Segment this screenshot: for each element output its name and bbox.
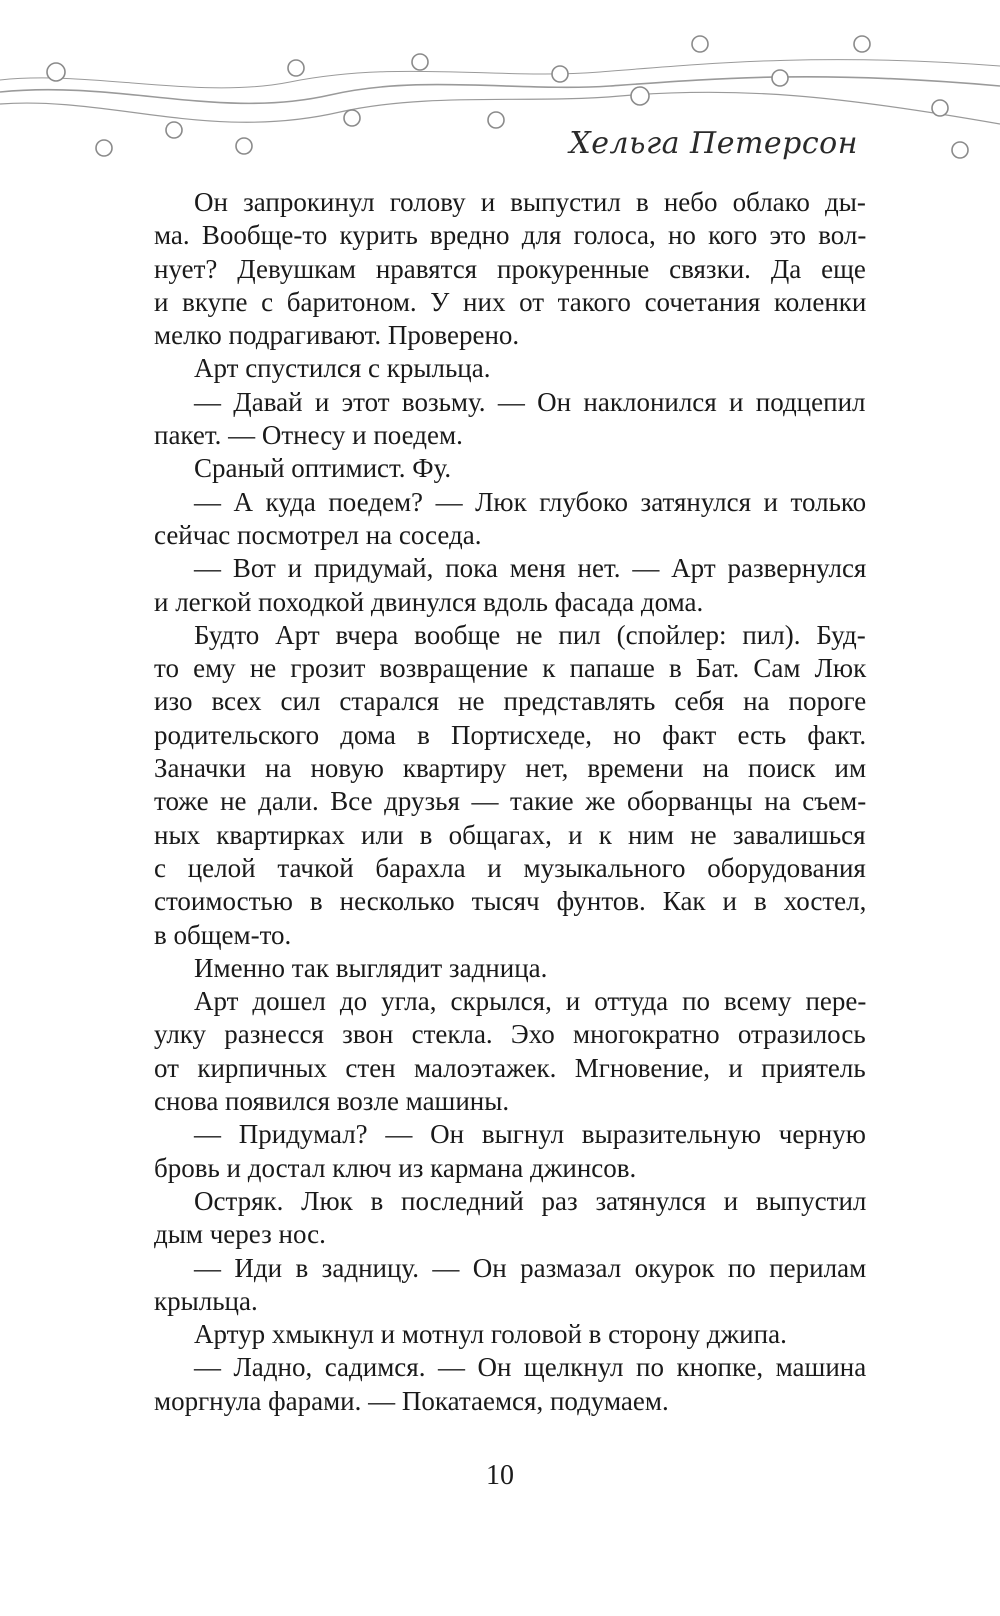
paragraph <box>154 552 866 619</box>
text-line: Именно так выглядит задница. <box>194 952 548 983</box>
text-line: ных квартирках или в общагах, и к ним не завалишься <box>154 819 866 850</box>
text-line: тоже не дали. Все друзья — такие же оборванцы на съем- <box>154 786 867 817</box>
text-line: улку разнесся звон стекла. Эхо многократно отразилось <box>154 1019 866 1050</box>
text-line: — Вот и придумай, пока меня нет. — Арт развернулся <box>194 553 867 584</box>
text-line: Остряк. Люк в последний раз затянулся и выпустил <box>194 1185 867 1216</box>
paragraph <box>154 352 866 385</box>
body-text <box>154 186 866 1418</box>
paragraph <box>154 619 866 952</box>
text-line: стоимостью в несколько тысяч фунтов. Как и в хостел, <box>154 886 867 917</box>
paragraph <box>154 386 866 453</box>
text-line: Арт дошел до угла, скрылся, и оттуда по всему пере- <box>194 986 867 1017</box>
text-line: — А куда поедем? — Люк глубоко затянулся и только <box>194 486 867 517</box>
text-line: пакет. — Отнесу и поедем. <box>154 420 463 451</box>
paragraph <box>154 1351 866 1418</box>
text-line: — Придумал? — Он выгнул выразительную черную <box>194 1119 866 1150</box>
text-line: родительского дома в Портисхеде, но факт есть факт. <box>154 719 867 750</box>
paragraph <box>154 1118 866 1185</box>
text-line: от кирпичных стен малоэтажек. Мгновение, и приятель <box>154 1052 866 1083</box>
text-line: снова появился возле машины. <box>154 1086 510 1117</box>
text-line: то ему не грозит возвращение к папаше в Бат. Сам Люк <box>154 653 867 684</box>
paragraph <box>154 1318 866 1351</box>
text-line: в общем-то. <box>154 919 292 950</box>
text-line: Сраный оптимист. Фу. <box>194 453 452 484</box>
text-line: — Ладно, садимся. — Он щелкнул по кнопке, машина <box>194 1352 867 1383</box>
paragraph <box>154 1252 866 1319</box>
text-line: Он запрокинул голову и выпустил в небо облако ды- <box>194 187 866 217</box>
text-line: Заначки на новую квартиру нет, времени на поиск им <box>154 753 867 784</box>
text-line: с целой тачкой барахла и музыкального оборудования <box>154 852 866 883</box>
paragraph <box>154 452 866 485</box>
text-line: — Давай и этот возьму. — Он наклонился и подцепил <box>194 386 866 417</box>
text-line: дым через нос. <box>154 1219 326 1250</box>
text-line: и вкупе с баритоном. У них от такого сочетания коленки <box>154 286 867 317</box>
text-line: сейчас посмотрел на соседа. <box>154 519 482 550</box>
text-line: и легкой походкой двинулся вдоль фасада дома. <box>154 586 704 617</box>
text-line: Артур хмыкнул и мотнул головой в сторону джипа. <box>194 1319 787 1350</box>
text-line: крыльца. <box>154 1285 258 1316</box>
text-line: ма. Вообще-то курить вредно для голоса, но кого это вол- <box>154 220 867 251</box>
page-number: 10 <box>486 1460 514 1491</box>
text-line: мелко подрагивают. Проверено. <box>154 320 520 351</box>
text-line: моргнула фарами. — Покатаемся, подумаем. <box>154 1385 669 1416</box>
paragraph <box>154 186 866 352</box>
text-line: бровь и достал ключ из кармана джинсов. <box>154 1152 637 1183</box>
text-line: нует? Девушкам нравятся прокуренные связки. Да еще <box>154 253 866 284</box>
paragraph <box>154 985 866 1118</box>
running-header-author: Хельга Петерсон <box>569 126 858 161</box>
text-line: — Иди в задницу. — Он размазал окурок по перилам <box>194 1252 867 1283</box>
text-line: Будто Арт вчера вообще не пил (спойлер: пил). Буд- <box>194 619 866 650</box>
paragraph <box>154 1185 866 1252</box>
text-line: изо всех сил старался не представлять себя на пороге <box>154 686 867 717</box>
paragraph <box>154 486 866 553</box>
paragraph <box>154 952 866 985</box>
text-line: Арт спустился с крыльца. <box>194 353 491 384</box>
